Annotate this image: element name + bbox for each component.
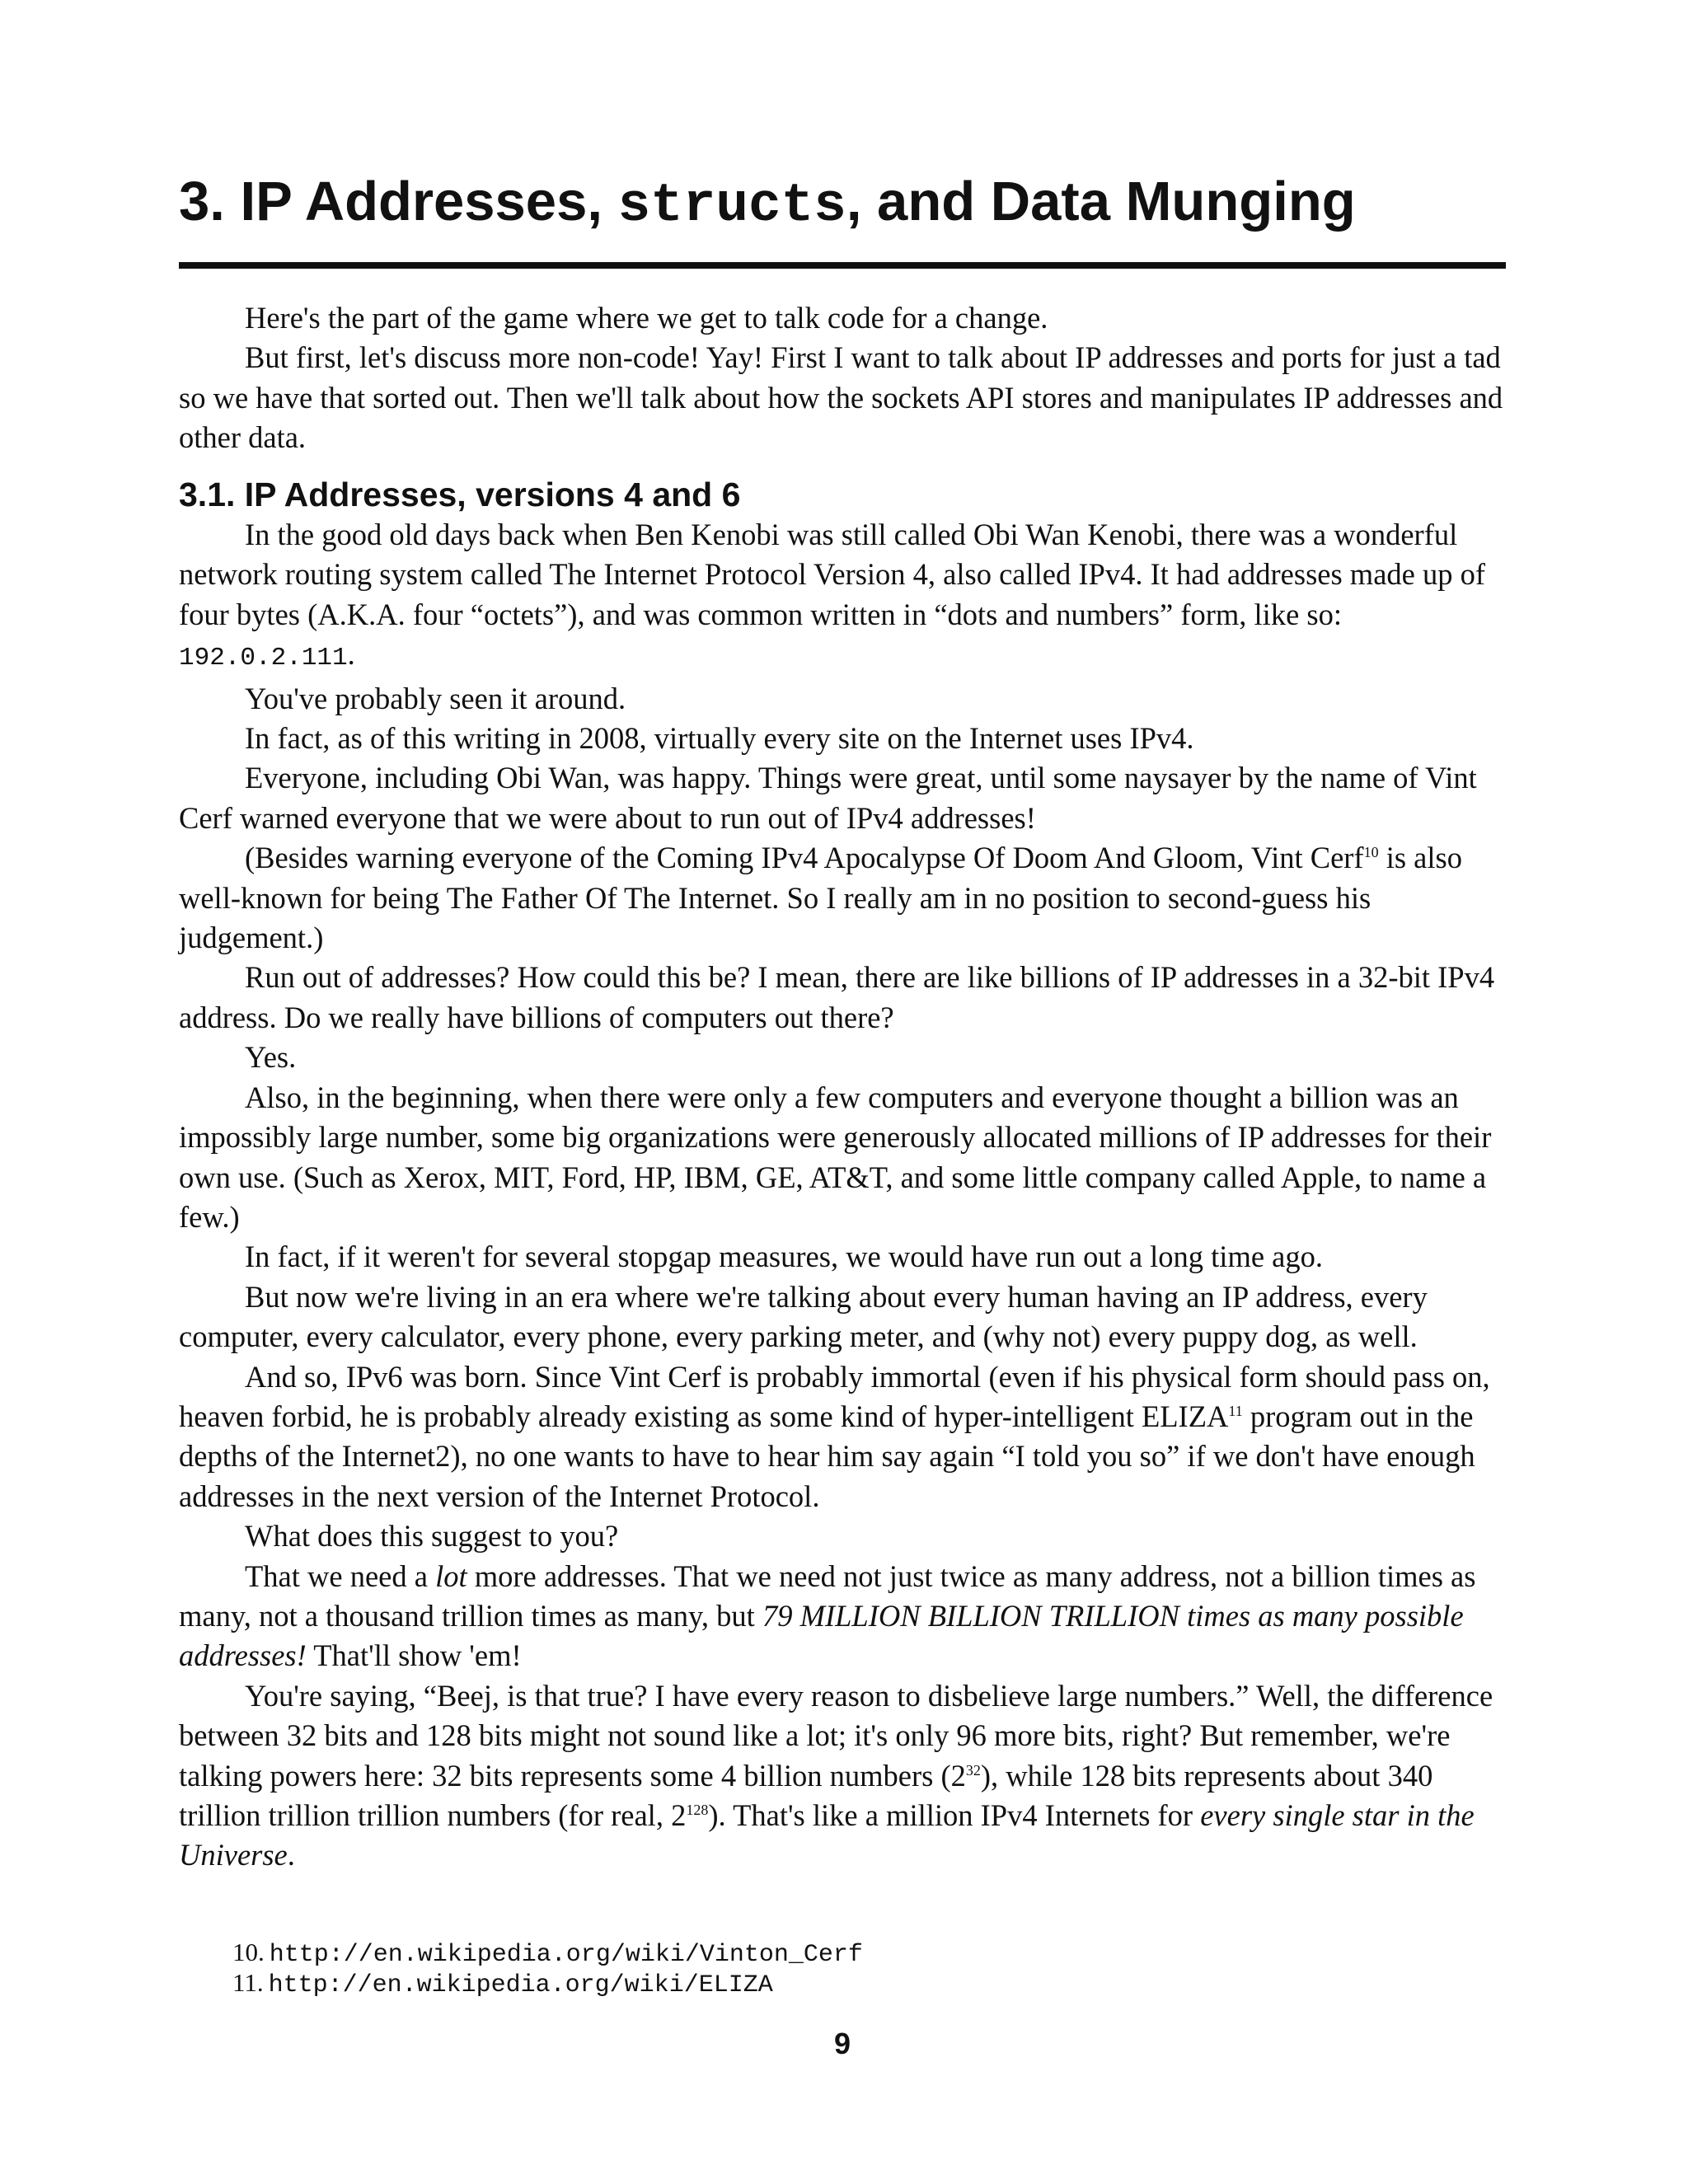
paragraph-13: [179, 1557, 1506, 1676]
chapter-title-suffix: , and Data Munging: [846, 171, 1356, 232]
paragraph-10: But now we're living in an era where we're talking about every human having an IP address, every computer, every calculator, every phone, every parking meter, and (why not) every puppy dog, as well.: [179, 1279, 1428, 1354]
chapter-title-prefix: 3. IP Addresses,: [179, 171, 618, 232]
paragraph-11-text-a: And so, IPv6 was born. Since Vint Cerf is probably immortal (even if his physical form should pass on, heaven forbid, he is probably already existing as some kind of hyper-intelligent ELIZA: [179, 1359, 1490, 1433]
document-page: [179, 0, 1506, 2184]
paragraph-14-text-b: ), while 128 bits represents about 340 trillion trillion trillion numbers (for real, 2: [179, 1758, 1433, 1832]
intro-text: [179, 298, 1506, 458]
paragraph-8: Also, in the beginning, when there were only a few computers and everyone thought a billion was an impossibly large number, some big organizations were generously allocated millions of IP addresses for their own use. (Such as Xerox, MIT, Ford, HP, IBM, GE, AT&T, and some little company called Apple, to name a few.): [179, 1080, 1492, 1234]
footnote-number: 10.: [232, 1938, 265, 1966]
paragraph-13-text-c: That'll show 'em!: [306, 1638, 522, 1673]
paragraph-14-text-a: You're saying, “Beej, is that true? I have every reason to disbelieve large numbers.” Well, the difference between 32 bits and 128 bits might not sound like a lot; it's only 96 more bits, right? But remember, we're talking powers here: 32 bits represents some 4 billion numbers (2: [179, 1678, 1493, 1793]
paragraph-5-text-a: (Besides warning everyone of the Coming IPv4 Apocalypse Of Doom And Gloom, Vint Cerf: [245, 841, 1364, 875]
paragraph-9: In fact, if it weren't for several stopgap measures, we would have run out a long time ago.: [245, 1240, 1323, 1274]
paragraph-11: [179, 1357, 1506, 1517]
section-heading: 3.1. IP Addresses, versions 4 and 6: [179, 476, 741, 513]
emphasis-lot: lot: [435, 1558, 467, 1593]
footnote-number: 11.: [232, 1968, 264, 1997]
exponent-128: 128: [686, 1801, 709, 1818]
footnote-11: [232, 1969, 863, 1999]
paragraph-5: [179, 838, 1506, 958]
exponent-32: 32: [965, 1761, 981, 1779]
paragraph-13-text-a: That we need a: [245, 1558, 436, 1593]
emphasis-universe: every single star in the Universe: [179, 1798, 1475, 1872]
paragraph-11-text-b: program out in the depths of the Internet2), no one wants to have to hear him say again “I told you so” if we don't have enough addresses in the next version of the Internet Protocol.: [179, 1399, 1475, 1513]
chapter-title-code: structs: [617, 175, 846, 237]
paragraph-3: In fact, as of this writing in 2008, virtually every site on the Internet uses IPv4.: [245, 721, 1194, 756]
paragraph-14-text-c: ). That's like a million IPv4 Internets for: [708, 1798, 1201, 1832]
paragraph-2: You've probably seen it around.: [245, 681, 626, 715]
title-rule: [179, 262, 1506, 269]
intro-paragraph-2: But first, let's discuss more non-code! Yay! First I want to talk about IP addresses and ports for just a tad so we have that sorted out. Then we'll talk about how the sockets API stores and manipulates IP addresses and other data.: [179, 340, 1503, 455]
intro-paragraph-1: Here's the part of the game where we get to talk code for a change.: [245, 301, 1048, 335]
chapter-title: [179, 169, 1356, 239]
ip-example-code: 192.0.2.111: [179, 644, 348, 673]
section-body: [179, 515, 1506, 1876]
paragraph-1-end: .: [347, 637, 355, 672]
paragraph-4: Everyone, including Obi Wan, was happy. Things were great, until some naysayer by the name of Vint Cerf warned everyone that we were about to run out of IPv4 addresses!: [179, 761, 1477, 835]
footnote-link[interactable]: http://en.wikipedia.org/wiki/ELIZA: [268, 1971, 773, 1999]
footnotes: [232, 1938, 863, 1999]
paragraph-7: Yes.: [245, 1040, 297, 1075]
paragraph-13-text-b: more addresses. That we need not just twice as many address, not a billion times as many, not a thousand trillion times as many, but: [179, 1558, 1476, 1633]
paragraph-5-text-b: is also well-known for being The Father Of The Internet. So I really am in no position to second-guess his judgement.): [179, 841, 1462, 955]
emphasis-addresses: 79 MILLION BILLION TRILLION times as many possible addresses!: [179, 1598, 1464, 1673]
page-number: 9: [833, 2027, 851, 2060]
footnote-ref-11[interactable]: 11: [1228, 1402, 1243, 1419]
paragraph-12: What does this suggest to you?: [245, 1519, 619, 1554]
footnote-ref-10[interactable]: 10: [1363, 844, 1379, 861]
paragraph-14-text-d: .: [287, 1838, 295, 1872]
paragraph-1-text: In the good old days back when Ben Kenobi was still called Obi Wan Kenobi, there was a wonderful network routing system called The Internet Protocol Version 4, also called IPv4. It had addresses made up of four bytes (A.K.A. four “octets”), and was common written in “dots and numbers” form, like so:: [179, 518, 1486, 631]
paragraph-14: [179, 1676, 1506, 1876]
footnote-10: [232, 1938, 863, 1969]
paragraph-1: [179, 515, 1506, 679]
paragraph-6: Run out of addresses? How could this be? I mean, there are like billions of IP addresses in a 32-bit IPv4 address. Do we really have billions of computers out there?: [179, 960, 1495, 1034]
footnote-link[interactable]: http://en.wikipedia.org/wiki/Vinton_Cerf: [269, 1941, 863, 1969]
